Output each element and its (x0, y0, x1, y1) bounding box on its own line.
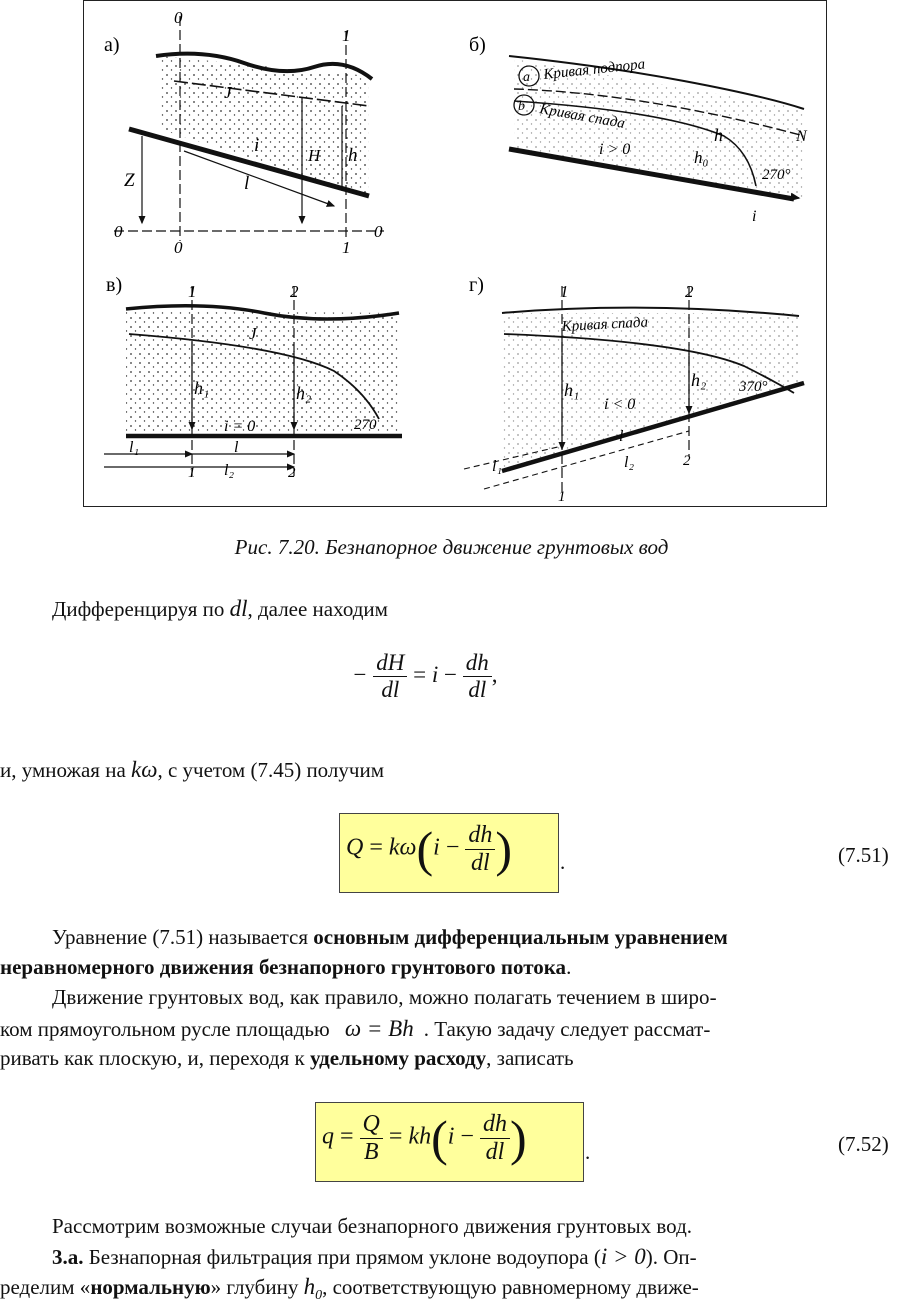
p7-sub: 0 (315, 1288, 323, 1304)
label-v-l1: l₁ (129, 439, 140, 456)
label-a-1-bottom: 1 (342, 238, 351, 257)
p1-text-b: , далее находим (247, 597, 388, 621)
equation-7-52: q = $\frac{Q}{B}$ = kh(i − $\frac{dh}{dl}$ ) (315, 1102, 584, 1182)
label-v-l: l (234, 439, 239, 456)
panel-b (469, 34, 808, 225)
eq751-den: dl (471, 849, 490, 876)
equation-derivative (352, 650, 498, 703)
p2-math: kω (131, 757, 158, 782)
label-v-1-top: 1 (188, 282, 197, 301)
eq752-numQ: Q (360, 1111, 383, 1139)
eq751-frac (465, 822, 495, 877)
eq752-frac-QB (360, 1111, 383, 1166)
label-a-0-bottom: 0 (174, 238, 183, 257)
eq752-eq2: = (388, 1123, 403, 1150)
paragraph-6 (52, 1244, 697, 1270)
p4-l3c: , записать (486, 1046, 574, 1070)
label-a-h: h (348, 145, 358, 166)
eq751-i: i (433, 834, 440, 861)
p4-math: ω = Bh (344, 1016, 414, 1041)
p1-math: dl (229, 596, 248, 621)
label-v-j: J (249, 324, 257, 343)
eq751-lhs: Q (346, 834, 364, 861)
p3-end: . (566, 955, 572, 979)
eq1-tail: , (491, 661, 498, 687)
equation-number-7-52: (7.52) (838, 1132, 889, 1156)
label-g-370: 370° (739, 379, 768, 395)
eq1-num2: dh (463, 650, 492, 677)
p3-text-a: Уравнение (7.51) называется (52, 925, 314, 949)
p7-bold: нормальную (90, 1275, 211, 1299)
label-v-2-bottom: 2 (288, 465, 296, 481)
figure-7-20 (83, 0, 827, 507)
p2-text-b: , с учетом (7.45) получим (157, 758, 384, 782)
label-b-a: a (523, 70, 530, 85)
panel-v-letter: в) (106, 274, 123, 296)
eq1-frac-dh (463, 650, 492, 703)
label-b-270: 270° (762, 167, 791, 183)
label-v-270: 270 (354, 417, 377, 433)
eq1-eq: = (413, 661, 427, 687)
label-b-drawdown: Кривая спада (538, 101, 627, 132)
paragraph-4-line-1: Движение грунтовых вод, как правило, можно полагать течением в широ- (52, 985, 717, 1009)
label-b-n: N (796, 128, 807, 145)
p4-l2a: ком прямоугольном русле площадью (0, 1017, 335, 1041)
label-g-l: l (619, 428, 624, 445)
label-a-j: J (224, 83, 232, 102)
label-v-slope: i = 0 (224, 418, 256, 435)
eq751-minus: − (445, 834, 460, 861)
eq1-minus2: − (444, 661, 458, 687)
p3-bold-1: основным дифференциальным уравнением (313, 925, 728, 949)
eq1-den2: dl (468, 677, 487, 702)
eq752-denB: B (363, 1138, 379, 1165)
label-v-1-bottom: 1 (188, 465, 196, 481)
label-a-0-right: 0 (374, 222, 383, 241)
label-a-i: i (254, 135, 260, 156)
equation-number-7-51: (7.51) (838, 843, 889, 867)
eq751-tail: . (560, 850, 566, 874)
label-g-slope: i < 0 (604, 396, 636, 413)
label-g-h2: h₂ (691, 370, 707, 390)
label-a-0-top: 0 (174, 8, 183, 27)
panel-g (464, 274, 804, 505)
figure-caption: Рис. 7.20. Безнапорное движение грунтовых вод (234, 535, 669, 559)
label-g-h1: h₁ (564, 380, 580, 400)
label-b-i: i (752, 208, 757, 225)
panel-b-letter: б) (469, 34, 486, 56)
p1-text-a: Дифференцируя по (52, 597, 230, 621)
p6-bold: 3.а. (52, 1245, 84, 1269)
eq752-den: dl (485, 1138, 505, 1165)
label-a-1-top: 1 (342, 26, 351, 45)
p7-b: » глубину (210, 1275, 304, 1299)
label-g-l2: l₂ (624, 454, 635, 471)
label-b-h0: h₀ (694, 148, 709, 167)
paragraph-5: Рассмотрим возможные случаи безнапорного движения грунтовых вод. (52, 1214, 693, 1238)
p7-c: , соответствующую равномерному движе- (322, 1275, 699, 1299)
label-a-l: l (244, 173, 250, 194)
eq752-tail: . (585, 1140, 591, 1164)
eq1-minus: − (352, 661, 368, 687)
panel-a-letter: а) (104, 34, 120, 56)
p6-math: i > 0 (600, 1244, 646, 1269)
eq1-frac-dH (373, 650, 407, 703)
panel-g-letter: г) (469, 274, 484, 296)
label-a-0-left: 0 (114, 222, 123, 241)
eq751-eq: = (369, 834, 383, 861)
p6-b: ). Оп- (645, 1245, 697, 1269)
label-v-2-top: 2 (290, 282, 299, 301)
label-v-h2: h₂ (296, 383, 312, 403)
eq752-frac (480, 1111, 510, 1166)
equation-7-51: Q = kω(i − $\frac{dh}{dl}$ ) (339, 813, 559, 893)
label-b-slope: i > 0 (599, 141, 631, 158)
label-g-1-top: 1 (560, 282, 569, 301)
label-b-h: h (714, 125, 723, 145)
label-g-l1: l₁ (492, 458, 503, 475)
p7-math: h (303, 1274, 316, 1299)
eq751-num: dh (465, 822, 495, 850)
eq752-minus: − (460, 1123, 474, 1150)
label-a-z: Z (124, 170, 135, 191)
eq1-i: i (431, 661, 439, 687)
eq752-lhs: q (322, 1123, 334, 1150)
eq752-num: dh (480, 1111, 510, 1139)
panel-v (104, 274, 402, 481)
paragraph-3-line-2 (0, 955, 571, 980)
panel-a (104, 8, 384, 257)
label-b-b: b (518, 99, 525, 114)
p7-a: ределим « (0, 1275, 91, 1299)
paragraph-4-line-3 (0, 1046, 574, 1071)
label-v-l2: l₂ (224, 462, 235, 479)
p3-bold-2: неравномерного движения безнапорного грунтового потока (0, 955, 567, 979)
label-a-h-big: H (308, 146, 321, 165)
eq752-i: i (447, 1123, 455, 1150)
label-b-backwater: Кривая подпора (542, 56, 646, 83)
eq1-den1: dl (381, 677, 400, 702)
paragraph-2 (0, 757, 384, 783)
p2-text-a: и, умножая на (0, 758, 132, 782)
label-g-2-top: 2 (685, 282, 694, 301)
p4-l3a: ривать как плоскую, и, переходя к (0, 1046, 310, 1070)
label-g-1-bottom: 1 (558, 489, 566, 505)
label-v-h1: h₁ (194, 378, 210, 398)
label-g-2-bottom: 2 (683, 453, 691, 469)
eq1-num1: dH (373, 650, 407, 677)
paragraph-7 (0, 1274, 699, 1304)
paragraph-3-line-1 (52, 925, 728, 950)
eq751-k: kω (388, 834, 417, 861)
p4-l2b: . Такую задачу следует рассмат- (423, 1017, 711, 1041)
p6-a: Безнапорная фильтрация при прямом уклоне водоупора ( (83, 1245, 601, 1269)
label-g-drawdown: Кривая спада (561, 314, 649, 335)
p4-bold: удельному расходу (309, 1046, 487, 1070)
eq752-kh: kh (408, 1123, 432, 1150)
paragraph-1 (52, 596, 388, 622)
paragraph-4-line-2 (0, 1016, 710, 1042)
eq752-eq: = (340, 1123, 354, 1150)
